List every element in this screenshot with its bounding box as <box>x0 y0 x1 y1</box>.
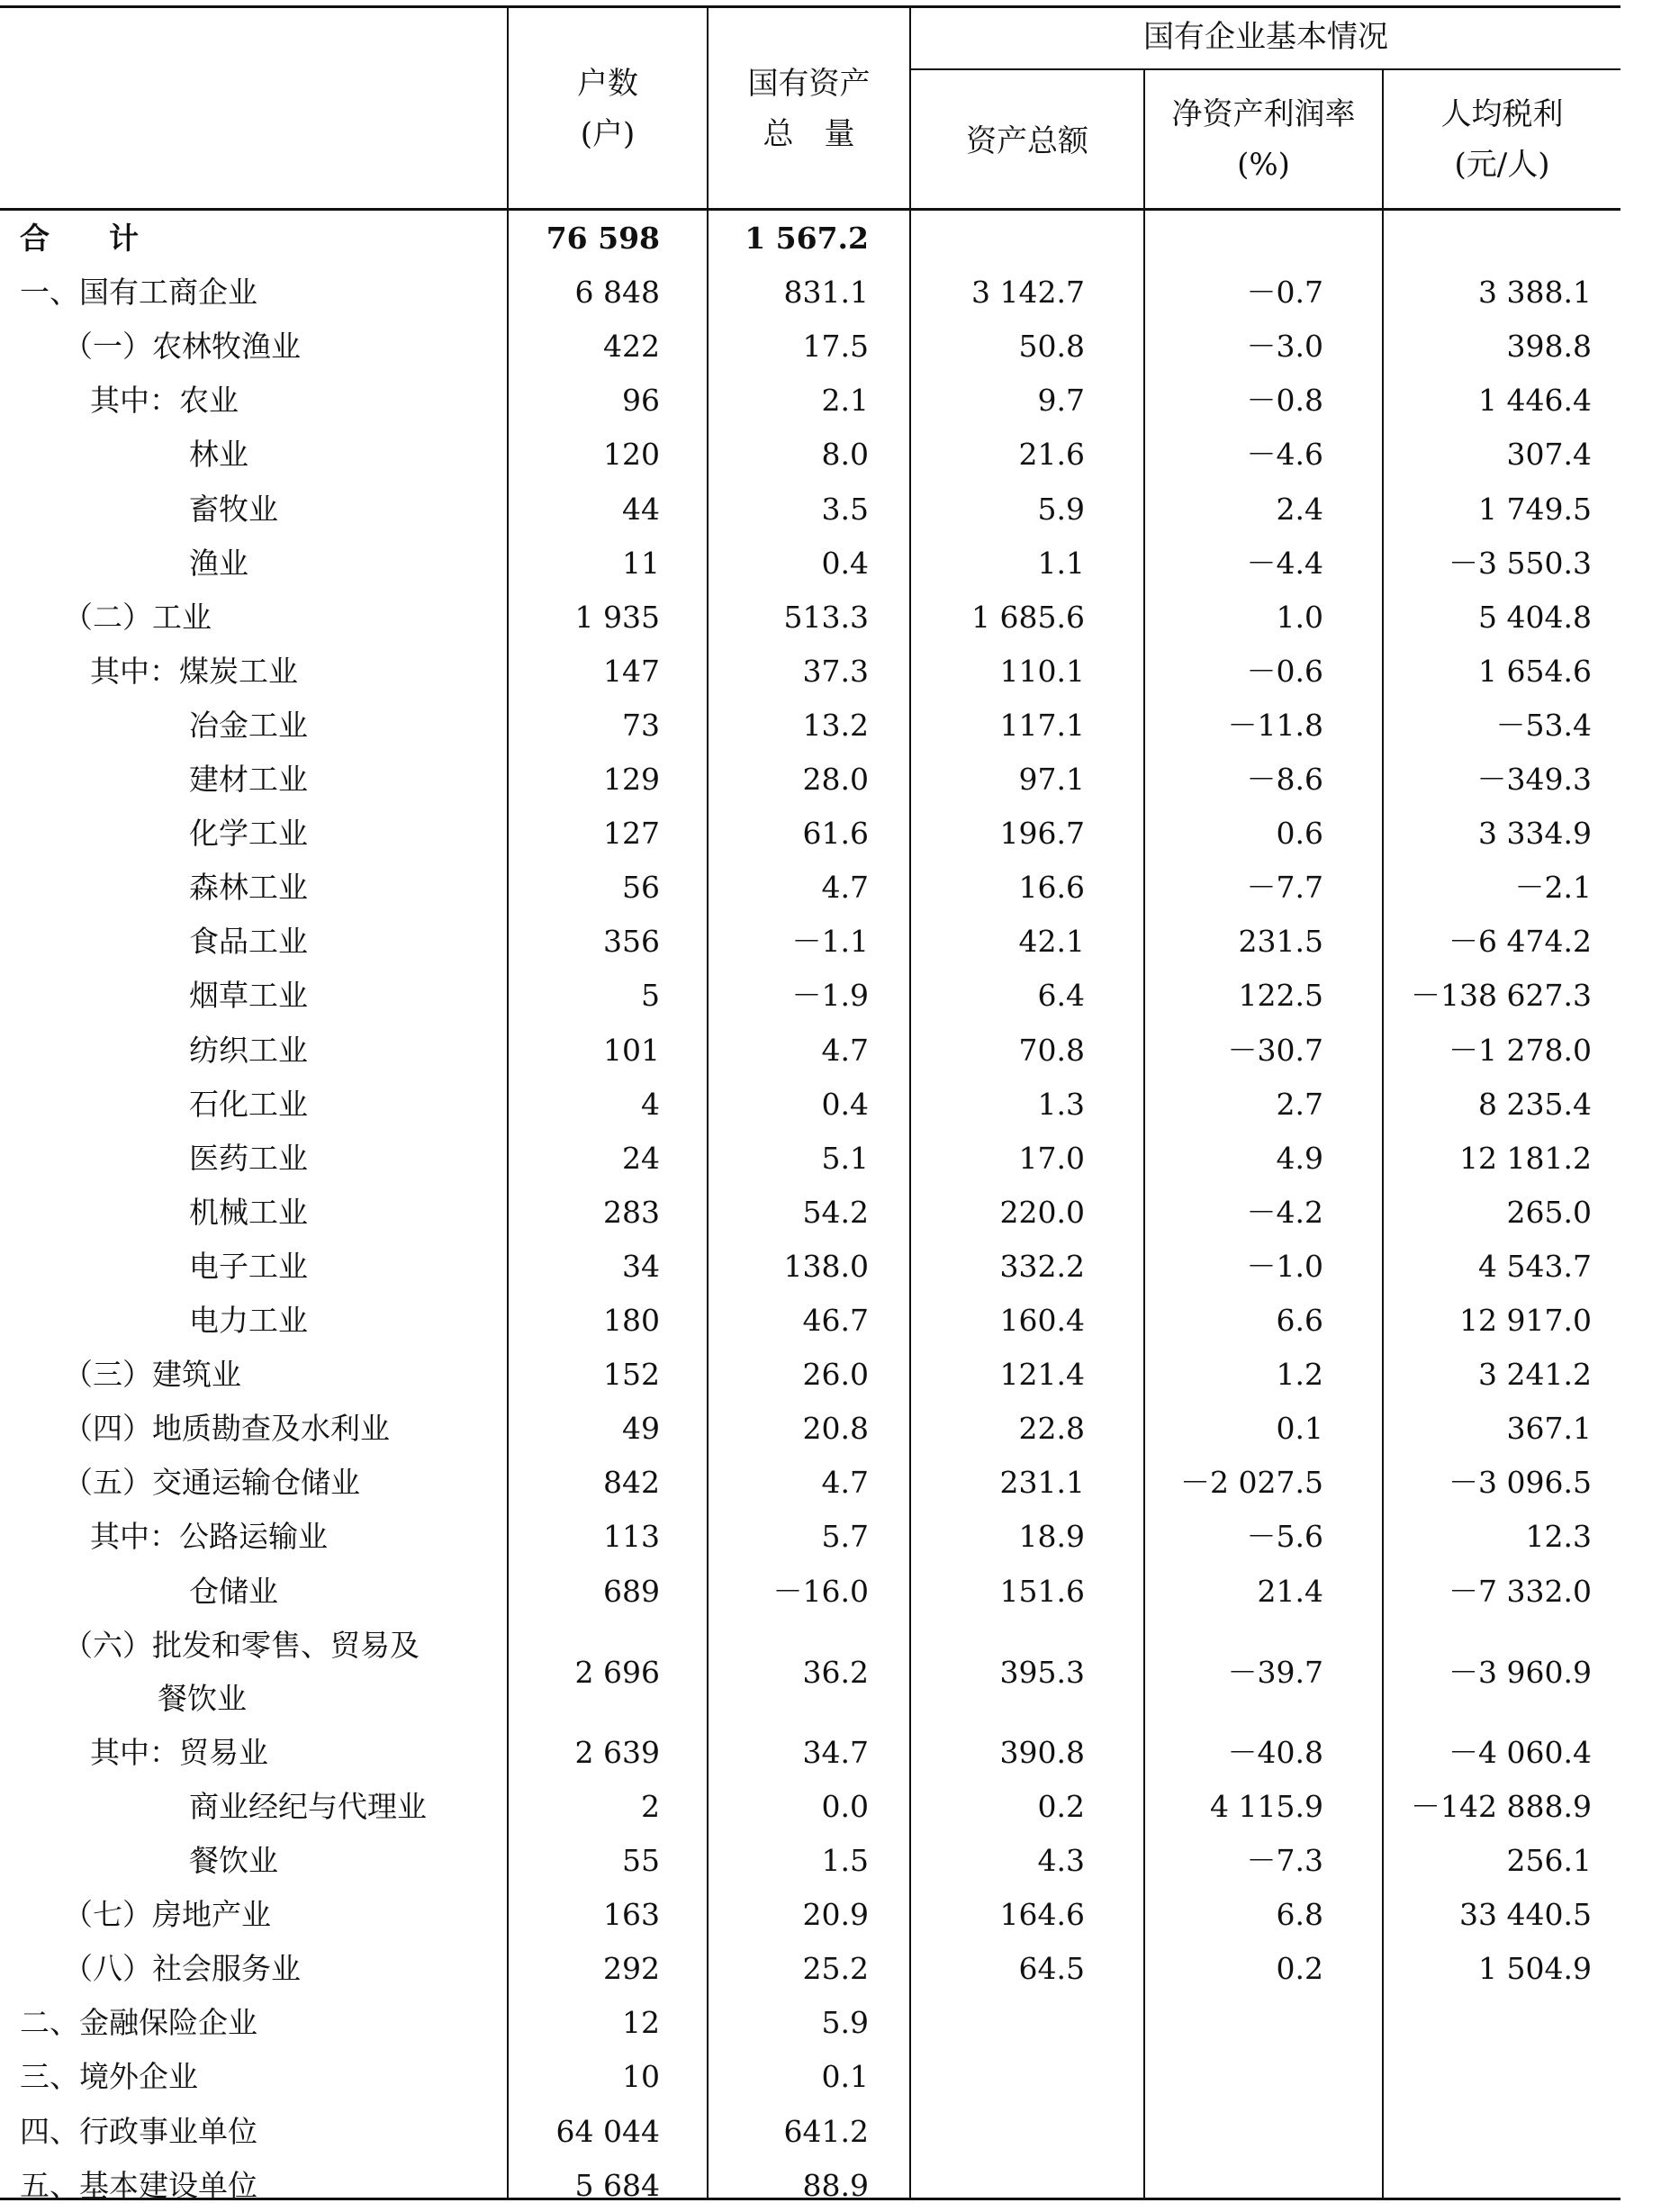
row-label: 森林工业 <box>189 870 308 906</box>
row-label: 林业 <box>189 437 248 473</box>
table-cell: 17.5 <box>802 329 869 365</box>
table-cell: 4 115.9 <box>1210 1788 1323 1824</box>
table-cell: 138.0 <box>783 1248 869 1284</box>
table-cell: 4 <box>641 1086 660 1122</box>
table-cell: 20.9 <box>802 1897 869 1933</box>
header-group-rule <box>909 68 1620 70</box>
table-cell: －1 278.0 <box>1449 1032 1592 1068</box>
table-cell: －5.6 <box>1246 1519 1323 1555</box>
table-cell: 390.8 <box>999 1734 1085 1770</box>
row-label: 畜牧业 <box>189 491 278 527</box>
row-label: （七）房地产业 <box>63 1897 271 1933</box>
table-cell: 101 <box>603 1032 660 1068</box>
table-cell: －3 096.5 <box>1449 1465 1592 1501</box>
table-cell: 37.3 <box>802 653 869 689</box>
table-cell: 152 <box>603 1357 660 1393</box>
table-cell: 842 <box>603 1465 660 1501</box>
table-cell: 5 <box>641 978 660 1014</box>
table-cell: 5 684 <box>574 2167 660 2203</box>
table-cell <box>911 2160 1085 2212</box>
table-cell: 42.1 <box>1018 924 1085 960</box>
table-cell: 196.7 <box>999 816 1085 852</box>
row-label: 其中：公路运输业 <box>90 1519 328 1555</box>
row-label: （五）交通运输仓储业 <box>63 1465 360 1501</box>
table-cell: 2.1 <box>821 383 869 419</box>
table-cell: 21.6 <box>1018 437 1085 473</box>
row-label: 其中：贸易业 <box>90 1734 268 1770</box>
header-hushu-line2: (户) <box>580 116 636 152</box>
table-cell: 4.7 <box>821 1032 869 1068</box>
table-cell: 0.1 <box>821 2059 869 2095</box>
table-cell: －142 888.9 <box>1411 1788 1592 1824</box>
row-label: （二）工业 <box>63 599 212 635</box>
row-label: 烟草工业 <box>189 978 308 1014</box>
table-cell: 180 <box>603 1303 660 1338</box>
table-cell: 26.0 <box>802 1357 869 1393</box>
header-bottom-rule <box>0 208 1620 211</box>
row-label: 石化工业 <box>189 1086 308 1122</box>
row-label: 其中：农业 <box>90 383 239 419</box>
table-cell: 6.4 <box>1037 978 1085 1014</box>
table-cell <box>1384 2160 1592 2212</box>
table-cell <box>911 2051 1085 2103</box>
table-cell: 76 598 <box>546 221 660 256</box>
table-cell: 2.7 <box>1276 1086 1323 1122</box>
table-cell: －11.8 <box>1227 707 1323 743</box>
row-label: 合 计 <box>20 221 139 256</box>
row-label: 其中：煤炭工业 <box>90 653 298 689</box>
row-label: 仓储业 <box>189 1573 278 1609</box>
table-cell: 10 <box>622 2059 660 2095</box>
row-label: 冶金工业 <box>189 707 308 743</box>
table-cell: 5.7 <box>821 1519 869 1555</box>
table-cell: 256.1 <box>1506 1843 1592 1878</box>
table-cell: 4 543.7 <box>1478 1248 1592 1284</box>
table-cell: －7.7 <box>1246 870 1323 906</box>
table-cell: 3 241.2 <box>1478 1357 1592 1393</box>
table-cell: －8.6 <box>1246 762 1323 797</box>
row-label: （六）批发和零售、贸易及 <box>63 1627 420 1663</box>
table-cell: 44 <box>622 491 660 527</box>
row-label: 建材工业 <box>189 762 308 797</box>
header-tax-line2: (元/人) <box>1454 147 1550 183</box>
table-cell: 50.8 <box>1018 329 1085 365</box>
table-cell: 422 <box>603 329 660 365</box>
table-cell: 61.6 <box>802 816 869 852</box>
table-cell: 641.2 <box>783 2113 869 2149</box>
table-cell: 34.7 <box>802 1734 869 1770</box>
row-label: 机械工业 <box>189 1194 308 1230</box>
table-cell: 2 <box>641 1788 660 1824</box>
table-cell: 1.0 <box>1276 599 1323 635</box>
header-rate-line2: (%) <box>1237 147 1290 183</box>
table-cell: 22.8 <box>1018 1411 1085 1447</box>
table-cell <box>1145 1997 1323 2049</box>
table-cell: －2 027.5 <box>1180 1465 1323 1501</box>
table-cell: 1 567.2 <box>745 221 869 256</box>
table-cell: 689 <box>603 1573 660 1609</box>
table-cell: 113 <box>603 1519 660 1555</box>
table-cell: 1 446.4 <box>1478 383 1592 419</box>
table-cell: －7.3 <box>1246 1843 1323 1878</box>
table-cell <box>1384 1997 1592 2049</box>
table-cell: 398.8 <box>1506 329 1592 365</box>
table-cell: －1.9 <box>791 978 869 1014</box>
table-cell: －2.1 <box>1514 870 1592 906</box>
table-cell: 356 <box>603 924 660 960</box>
table-cell: 64 044 <box>555 2113 660 2149</box>
table-cell: 1 685.6 <box>971 599 1085 635</box>
table-cell: 17.0 <box>1018 1140 1085 1176</box>
table-cell: －39.7 <box>1227 1655 1323 1691</box>
table-cell: －3.0 <box>1246 329 1323 365</box>
table-cell: 0.2 <box>1276 1951 1323 1987</box>
table-cell: 4.3 <box>1037 1843 1085 1878</box>
table-cell: 5 404.8 <box>1478 599 1592 635</box>
table-cell: －349.3 <box>1476 762 1592 797</box>
table-cell: 332.2 <box>999 1248 1085 1284</box>
table-cell: 147 <box>603 653 660 689</box>
row-label: 五、基本建设单位 <box>20 2167 257 2203</box>
table-cell: 25.2 <box>802 1951 869 1987</box>
table-cell: 164.6 <box>999 1897 1085 1933</box>
table-cell: －4.2 <box>1246 1194 1323 1230</box>
table-cell: 231.1 <box>999 1465 1085 1501</box>
table-cell: 513.3 <box>783 599 869 635</box>
table-cell: 4.7 <box>821 870 869 906</box>
table-cell: 831.1 <box>783 275 869 311</box>
row-label: 二、金融保险企业 <box>20 2005 257 2041</box>
table-cell: 5.1 <box>821 1140 869 1176</box>
table-cell: 117.1 <box>999 707 1085 743</box>
table-cell: 110.1 <box>999 653 1085 689</box>
table-cell: 1.2 <box>1276 1357 1323 1393</box>
table-cell: 21.4 <box>1257 1573 1323 1609</box>
table-cell: 265.0 <box>1506 1194 1592 1230</box>
table-cell: 34 <box>622 1248 660 1284</box>
row-label: 三、境外企业 <box>20 2059 198 2095</box>
row-label: 餐饮业 <box>189 1843 278 1878</box>
table-cell: 97.1 <box>1018 762 1085 797</box>
row-label: 纺织工业 <box>189 1032 308 1068</box>
header-group-title: 国有企业基本情况 <box>1143 19 1388 55</box>
table-cell: －0.6 <box>1246 653 1323 689</box>
table-cell: 0.4 <box>821 1086 869 1122</box>
table-cell <box>911 1997 1085 2049</box>
top-rule <box>0 5 1620 8</box>
table-cell: 6.6 <box>1276 1303 1323 1338</box>
table-cell: －40.8 <box>1227 1734 1323 1770</box>
table-cell: －0.8 <box>1246 383 1323 419</box>
table-cell: 220.0 <box>999 1194 1085 1230</box>
table-cell: 8 235.4 <box>1478 1086 1592 1122</box>
table-cell: －30.7 <box>1227 1032 1323 1068</box>
table-cell: 49 <box>622 1411 660 1447</box>
table-cell: 1.3 <box>1037 1086 1085 1122</box>
table-cell: 54.2 <box>802 1194 869 1230</box>
table-cell <box>1145 2106 1323 2158</box>
table-cell: 13.2 <box>802 707 869 743</box>
header-tax-line1: 人均税利 <box>1440 96 1564 132</box>
table-cell: 46.7 <box>802 1303 869 1338</box>
table-cell: 6 848 <box>574 275 660 311</box>
table-cell: 4.7 <box>821 1465 869 1501</box>
table-cell: 0.6 <box>1276 816 1323 852</box>
table-cell <box>911 2106 1085 2158</box>
table-cell: －1.0 <box>1246 1248 1323 1284</box>
row-label: 商业经纪与代理业 <box>189 1788 427 1824</box>
table-cell: －0.7 <box>1246 275 1323 311</box>
table-cell: 33 440.5 <box>1459 1897 1592 1933</box>
table-cell: 3 334.9 <box>1478 816 1592 852</box>
header-zichan: 资产总额 <box>966 123 1088 159</box>
table-cell: 129 <box>603 762 660 797</box>
table-cell: 367.1 <box>1506 1411 1592 1447</box>
table-cell: 127 <box>603 816 660 852</box>
table-cell: 2.4 <box>1276 491 1323 527</box>
table-cell: 1 935 <box>574 599 660 635</box>
table-cell: －3 960.9 <box>1449 1655 1592 1691</box>
table-cell <box>1384 2106 1592 2158</box>
table-cell: 12 917.0 <box>1459 1303 1592 1338</box>
table-cell: 231.5 <box>1238 924 1323 960</box>
table-cell: 12 181.2 <box>1459 1140 1592 1176</box>
table-cell: －6 474.2 <box>1449 924 1592 960</box>
table-cell: 2 639 <box>574 1734 660 1770</box>
header-guoyou-line2: 总 量 <box>763 116 855 152</box>
table-cell: 292 <box>603 1951 660 1987</box>
table-cell: 64.5 <box>1018 1951 1085 1987</box>
row-label: 电子工业 <box>189 1248 308 1284</box>
table-cell: 96 <box>622 383 660 419</box>
table-cell: －7 332.0 <box>1449 1573 1592 1609</box>
row-label: （四）地质勘查及水利业 <box>63 1411 390 1447</box>
table-cell: 395.3 <box>999 1655 1085 1691</box>
row-label: 电力工业 <box>189 1303 308 1338</box>
table-cell: 12.3 <box>1525 1519 1592 1555</box>
table-cell: 1 749.5 <box>1478 491 1592 527</box>
table-cell: 3 142.7 <box>971 275 1085 311</box>
table-cell: 70.8 <box>1018 1032 1085 1068</box>
table-cell: 16.6 <box>1018 870 1085 906</box>
table-cell: 0.2 <box>1037 1788 1085 1824</box>
table-cell: 9.7 <box>1037 383 1085 419</box>
table-cell: 1 654.6 <box>1478 653 1592 689</box>
table-cell: 2 696 <box>574 1655 660 1691</box>
table-cell: 36.2 <box>802 1655 869 1691</box>
table-cell: －4 060.4 <box>1449 1734 1592 1770</box>
table-cell <box>1145 2160 1323 2212</box>
table-cell: 6.8 <box>1276 1897 1323 1933</box>
row-label: 食品工业 <box>189 924 308 960</box>
table-cell: 55 <box>622 1843 660 1878</box>
table-cell: 4.9 <box>1276 1140 1323 1176</box>
table-cell: 20.8 <box>802 1411 869 1447</box>
table-cell: 5.9 <box>821 2005 869 2041</box>
table-cell <box>1145 2051 1323 2103</box>
table-cell: 0.1 <box>1276 1411 1323 1447</box>
table-cell: 24 <box>622 1140 660 1176</box>
table-cell: 5.9 <box>1037 491 1085 527</box>
table-cell: 88.9 <box>802 2167 869 2203</box>
table-cell: 8.0 <box>821 437 869 473</box>
row-label: 一、国有工商企业 <box>20 275 257 311</box>
table-cell: 121.4 <box>999 1357 1085 1393</box>
table-cell: 163 <box>603 1897 660 1933</box>
header-guoyou-line1: 国有资产 <box>747 66 871 102</box>
table-cell: 1.5 <box>821 1843 869 1878</box>
table-cell: －53.4 <box>1495 707 1592 743</box>
row-label-continued: 餐饮业 <box>158 1680 247 1716</box>
table-cell: 122.5 <box>1238 978 1323 1014</box>
table-cell: 1.1 <box>1037 545 1085 581</box>
row-label: （一）农林牧渔业 <box>63 329 301 365</box>
table-cell: 283 <box>603 1194 660 1230</box>
table-cell: －4.4 <box>1246 545 1323 581</box>
table-cell: 11 <box>622 545 660 581</box>
table-cell: 12 <box>622 2005 660 2041</box>
header-rate-line1: 净资产利润率 <box>1171 96 1356 132</box>
table-cell: －138 627.3 <box>1411 978 1592 1014</box>
table-cell: 160.4 <box>999 1303 1085 1338</box>
table-cell: 28.0 <box>802 762 869 797</box>
header-hushu-line1: 户数 <box>577 66 638 102</box>
table-cell: 3.5 <box>821 491 869 527</box>
table-cell: 73 <box>622 707 660 743</box>
table-cell: 307.4 <box>1506 437 1592 473</box>
table-cell: －3 550.3 <box>1449 545 1592 581</box>
table-cell: －16.0 <box>772 1573 869 1609</box>
table-cell <box>911 212 1085 265</box>
row-label: 渔业 <box>189 545 248 581</box>
table-cell: 151.6 <box>999 1573 1085 1609</box>
table-cell: 56 <box>622 870 660 906</box>
table-cell: 3 388.1 <box>1478 275 1592 311</box>
row-label: 医药工业 <box>189 1140 308 1176</box>
table-cell: 1 504.9 <box>1478 1951 1592 1987</box>
row-label: 化学工业 <box>189 816 308 852</box>
row-label: （三）建筑业 <box>63 1357 241 1393</box>
table-cell: －1.1 <box>791 924 869 960</box>
row-label: 四、行政事业单位 <box>20 2113 257 2149</box>
table-cell <box>1384 2051 1592 2103</box>
table-cell <box>1384 212 1592 265</box>
table-cell <box>1145 212 1323 265</box>
table-cell: 0.4 <box>821 545 869 581</box>
table-cell: 0.0 <box>821 1788 869 1824</box>
table-cell: 18.9 <box>1018 1519 1085 1555</box>
table-cell: －4.6 <box>1246 437 1323 473</box>
row-label: （八）社会服务业 <box>63 1951 301 1987</box>
table-cell: 120 <box>603 437 660 473</box>
